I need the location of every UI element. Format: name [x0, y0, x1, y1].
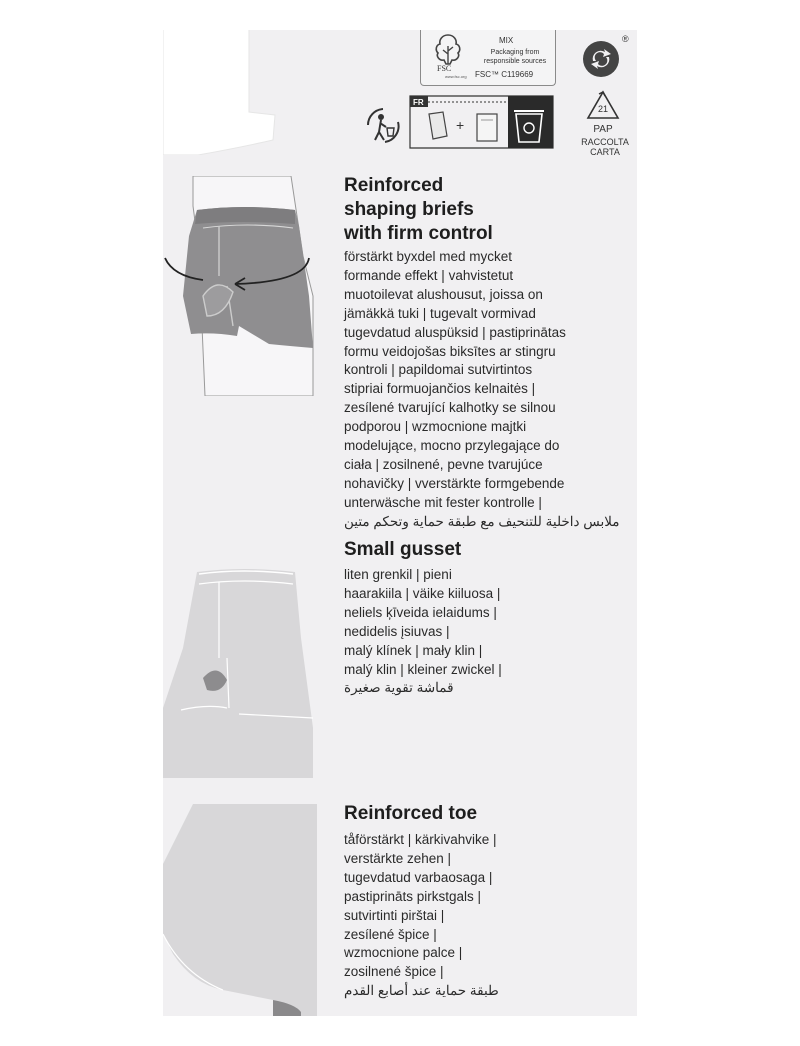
svg-text:FR: FR [413, 98, 424, 107]
fsc-website: www.fsc.org [445, 74, 467, 79]
shaping-briefs-description: förstärkt byxdel med mycket formande effekt | vahvistetut muotoilevat alushousut, joissa on jämäkkä tuki | tugevalt vormivad tugevdatud aluspüksid | pastiprinātas formu veidojošas biksītes ar stingru kontroli | papildomai sutvirtintos stipriai formuojančios kelnaitės | zesílené tvarující kalhotky se silnou podporou | wzmocnione majtki modelujące, mocno przylegające do ciała | zosilnené, pevne tvarujúce nohavičky | vverstärkte formgebende unterwäsche mit fester kontrolle | ملابس داخلية للتنحيف مع طبقة حماية وتحكم متين [344, 249, 620, 529]
packaging-panel [163, 30, 637, 1016]
reinforced-toe-illustration [163, 804, 317, 1016]
product-corner-image [163, 30, 283, 155]
recycle-circle-icon [582, 40, 620, 78]
recycle-material: PAP [593, 124, 613, 135]
fsc-code: FSC™ C119669 [475, 70, 534, 79]
recycle-number: 21 [597, 104, 608, 114]
triman-icon [368, 109, 399, 142]
triman-sorting-info [363, 92, 555, 152]
svg-text:+: + [456, 117, 465, 133]
registered-mark: ® [622, 34, 629, 44]
small-gusset-title: Small gusset [344, 539, 462, 560]
svg-text:FSC: FSC [437, 64, 452, 72]
shaping-briefs-illustration [163, 176, 317, 396]
fsc-label [420, 30, 556, 86]
recycle-collect: RACCOLTA CARTA [581, 137, 629, 157]
fsc-tree-icon [431, 32, 465, 72]
small-gusset-illustration [163, 538, 317, 778]
reinforced-toe-description: tåförstärkt | kärkivahvike | verstärkte zehen | tugevdatud varbaosaga | pastiprināts pirkstgals | sutvirtinti pirštai | zesílené špice | wzmocnione palce | zosilnené špice | طبقة حماية عند أصابع القدم [344, 832, 499, 999]
reinforced-toe-title: Reinforced toe [344, 803, 478, 824]
shaping-briefs-title: Reinforced shaping briefs with firm control [344, 175, 493, 244]
fsc-packaging-text: Packaging from responsible sources [483, 49, 547, 65]
fsc-mix: MIX [499, 36, 514, 45]
small-gusset-description: liten grenkil | pieni haarakiila | väike kiiluosa | neliels ķīveida ielaidums | nedidelis įsiuvas | malý klínek | mały klin | malý klin | kleiner zwickel | قماشة تقوية صغيرة [344, 567, 502, 696]
